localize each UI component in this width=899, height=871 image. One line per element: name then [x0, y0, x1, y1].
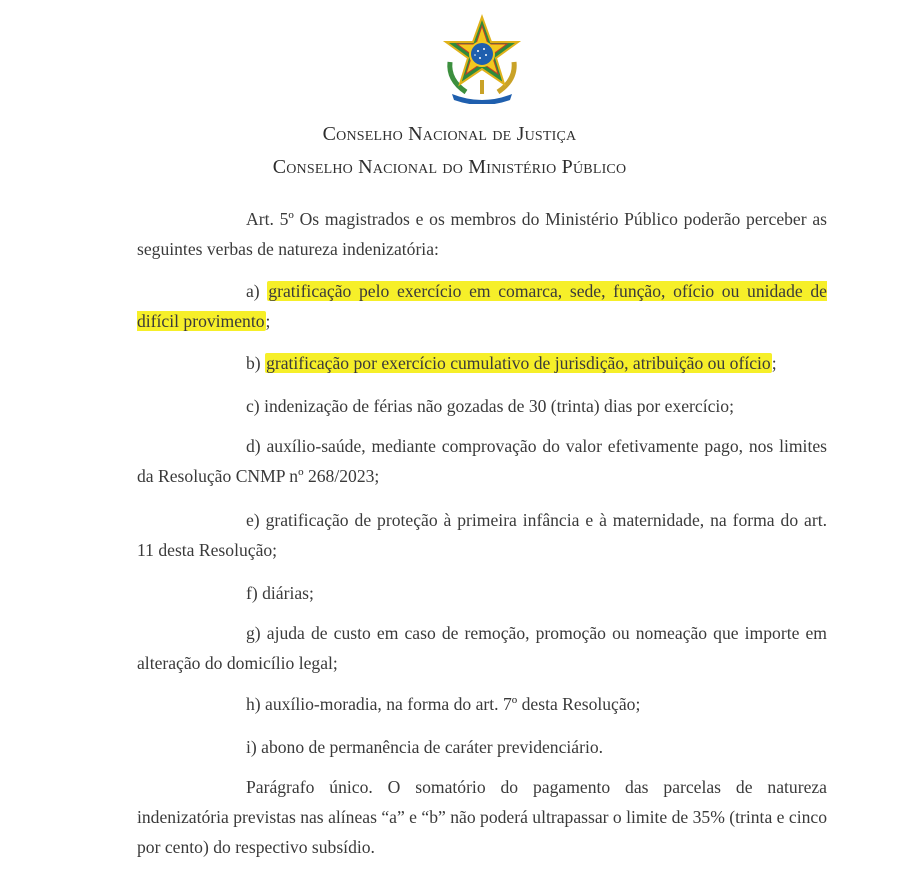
- item-c: c) indenização de férias não gozadas de 30 (trinta) dias por exercício;: [246, 396, 734, 416]
- item-i: i) abono de permanência de caráter previdenciário.: [246, 737, 604, 757]
- item-a-suffix: ;: [265, 311, 271, 331]
- item-f: f) diárias;: [246, 583, 314, 603]
- item-b: [137, 348, 827, 378]
- header-line-cnj: Conselho Nacional de Justiça: [322, 123, 577, 145]
- item-h: h) auxílio-moradia, na forma do art. 7º desta Resolução;: [246, 694, 641, 714]
- brazil-coat-of-arms-icon: [440, 14, 524, 104]
- item-a-highlight: gratificação pelo exercício em comarca, sede, função, ofício ou unidade de difícil provimento: [137, 281, 827, 331]
- paragrafo-unico: Parágrafo único. O somatório do pagamento das parcelas de natureza indenizatória previstas nas alíneas “a” e “b” não poderá ultrapassar o limite de 35% (trinta e cinco por cento) do respectivo subsídio.: [137, 777, 827, 857]
- header-line-cnmp: Conselho Nacional do Ministério Público: [272, 156, 627, 178]
- item-b-highlight: gratificação por exercício cumulativo de jurisdição, atribuição ou ofício: [266, 353, 771, 373]
- item-g: g) ajuda de custo em caso de remoção, promoção ou nomeação que importe em alteração do domicílio legal;: [137, 623, 827, 673]
- item-a: [137, 276, 827, 336]
- item-d: d) auxílio-saúde, mediante comprovação do valor efetivamente pago, nos limites da Resolução CNMP nº 268/2023;: [137, 436, 827, 486]
- art5-intro: Art. 5º Os magistrados e os membros do Ministério Público poderão perceber as seguintes verbas de natureza indenizatória:: [137, 209, 827, 259]
- item-e: e) gratificação de proteção à primeira infância e à maternidade, na forma do art. 11 desta Resolução;: [137, 510, 827, 560]
- item-a-prefix: a): [246, 281, 268, 301]
- item-b-prefix: b): [246, 353, 266, 373]
- item-b-suffix: ;: [771, 353, 777, 373]
